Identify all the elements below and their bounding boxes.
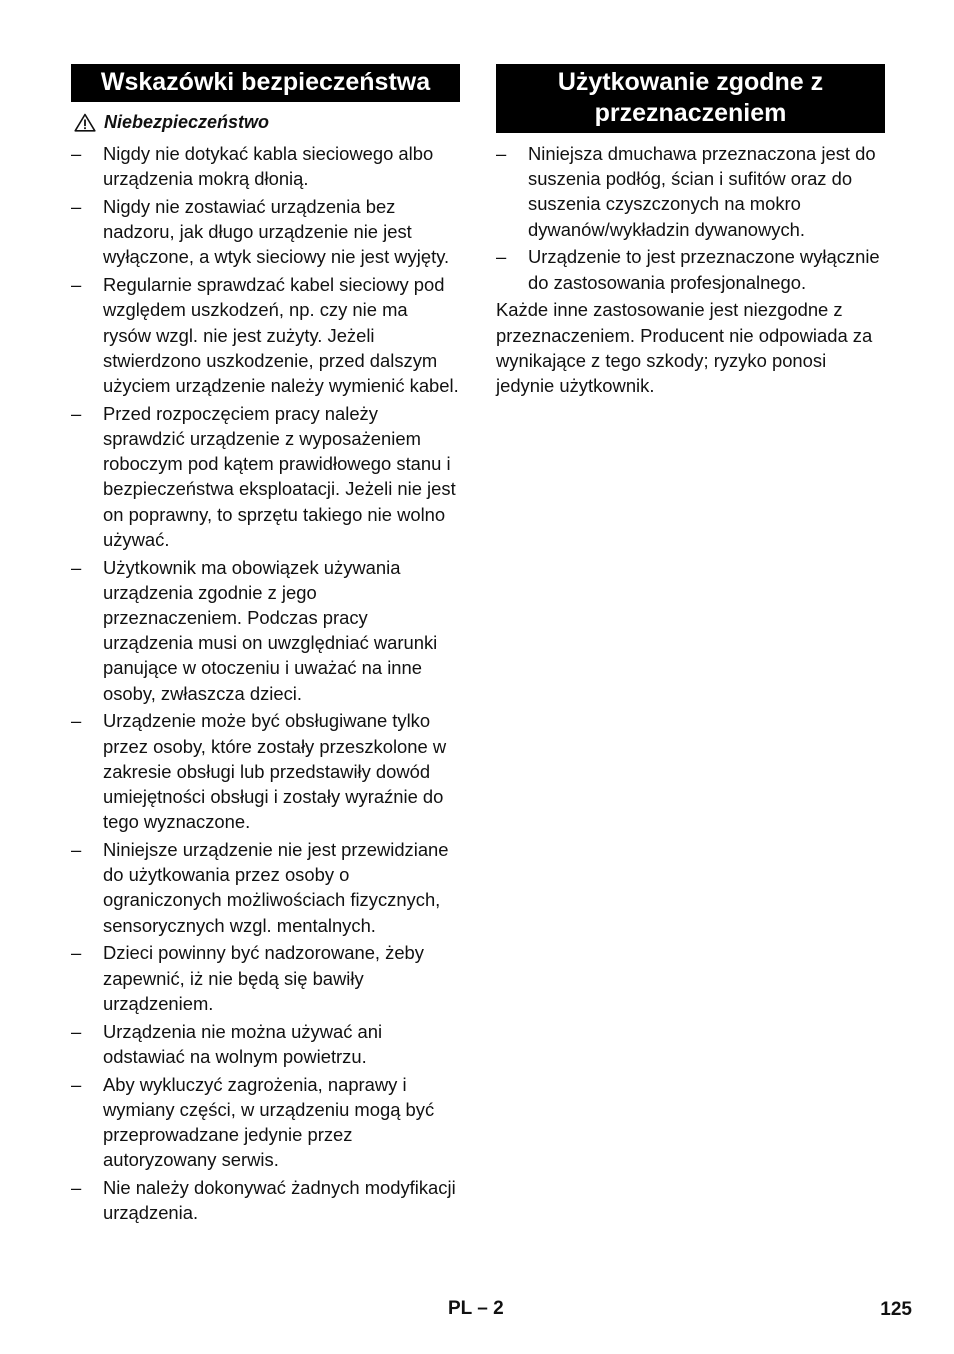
right-column [496, 64, 885, 398]
list-item-text: Użytkownik ma obowiązek używania urządzenia zgodnie z jego przeznaczeniem. Podczas pracy urządzenia musi on uwzględniać warunki panujące w otoczeniu i uważać na inne osoby, zwłaszcza dzieci. [103, 556, 438, 704]
danger-warning [71, 110, 460, 135]
list-item-text: Nigdy nie zostawiać urządzenia bez nadzoru, jak długo urządzenie nie jest wyłączone, a wtyk sieciowy nie jest wyjęty. [103, 196, 450, 268]
footer-page-number: 125 [880, 1299, 912, 1320]
list-item [71, 272, 460, 398]
list-item-text: Aby wykluczyć zagrożenia, naprawy i wymiany części, w urządzeniu mogą być przeprowadzane jedynie przez autoryzowany serwis. [103, 1073, 435, 1171]
bullet-dash: – [496, 143, 507, 164]
list-item [71, 837, 460, 938]
list-item [71, 1019, 460, 1069]
list-item-text: Przed rozpoczęciem pracy należy sprawdzić urządzenie z wyposażeniem roboczym pod kątem prawidłowego stanu i bezpieczeństwa eksploatacji. Jeżeli nie jest on poprawny, to sprzętu takiego nie wolno używać. [103, 402, 456, 550]
list-item-text: Niniejsza dmuchawa przeznaczona jest do suszenia podłóg, ścian i sufitów oraz do suszenia czyszczonych na mokro dywanów/wykładzin dywanowych. [528, 143, 876, 240]
bullet-dash: – [71, 1020, 82, 1042]
bullet-dash: – [71, 196, 82, 217]
warning-triangle-icon [74, 113, 96, 132]
list-item-text: Niniejsze urządzenie nie jest przewidziane do użytkowania przez osoby o ograniczonych możliwościach fizycznych, sensorycznych wzgl. mentalnych. [103, 839, 449, 936]
list-item-text: Dzieci powinny być nadzorowane, żeby zapewnić, iż nie będą się bawiły urządzeniem. [103, 942, 424, 1014]
bullet-dash: – [71, 1177, 82, 1199]
list-item-text: Urządzenie to jest przeznaczone wyłącznie do zastosowania profesjonalnego. [528, 246, 880, 293]
list-item-text: Regularnie sprawdzać kabel sieciowy pod względem uszkodzeń, np. czy nie ma rysów wzgl. nie jest zużyty. Jeżeli stwierdzono uszkodzenie, przed dalszym użyciem urządzenie należy wymienić kabel. [103, 274, 459, 397]
list-item-text: Urządzenie może być obsługiwane tylko przez osoby, które zostały przeszkolone w zakresie obsługi lub przedstawiły dowód umiejętności obsługi i zostały wyraźnie do tego wyznaczone. [103, 710, 447, 833]
list-item [496, 244, 885, 294]
bullet-dash: – [71, 1073, 82, 1095]
bullet-dash: – [71, 710, 82, 732]
bullet-dash: – [496, 246, 507, 268]
intended-use-section-title: Użytkowanie zgodne z przeznaczeniem [496, 64, 885, 133]
list-item-text: Nie należy dokonywać żadnych modyfikacji urządzenia. [103, 1177, 456, 1224]
footer-language-section [448, 1297, 504, 1321]
bullet-dash: – [71, 143, 82, 164]
left-column [71, 64, 460, 1228]
list-item [71, 555, 460, 706]
list-item [71, 194, 460, 270]
bullet-dash: – [71, 942, 82, 964]
safety-list [71, 141, 460, 1225]
list-item [71, 401, 460, 552]
list-item-text: Nigdy nie dotykać kabla sieciowego albo urządzenia mokrą dłonią. [103, 143, 434, 190]
bullet-dash: – [71, 402, 82, 424]
list-item [71, 1175, 460, 1225]
list-item [71, 141, 460, 191]
list-item [71, 1072, 460, 1173]
bullet-dash: – [71, 839, 82, 861]
intended-use-paragraph: Każde inne zastosowanie jest niezgodne z przeznaczeniem. Producent nie odpowiada za wynikające z tego szkody; ryzyko ponosi jedynie użytkownik. [496, 299, 873, 397]
safety-section-title: Wskazówki bezpieczeństwa [71, 64, 460, 102]
footer-language: PL [448, 1298, 472, 1319]
list-item-text: Urządzenia nie można używać ani odstawiać na wolnym powietrzu. [103, 1020, 383, 1067]
bullet-dash: – [71, 556, 82, 578]
list-item [496, 141, 885, 242]
footer-section-page: – 2 [477, 1298, 504, 1319]
list-item [71, 940, 460, 1016]
intended-use-list [496, 141, 885, 295]
danger-label: Niebezpieczeństwo [104, 112, 270, 132]
bullet-dash: – [71, 274, 82, 296]
list-item [71, 708, 460, 834]
